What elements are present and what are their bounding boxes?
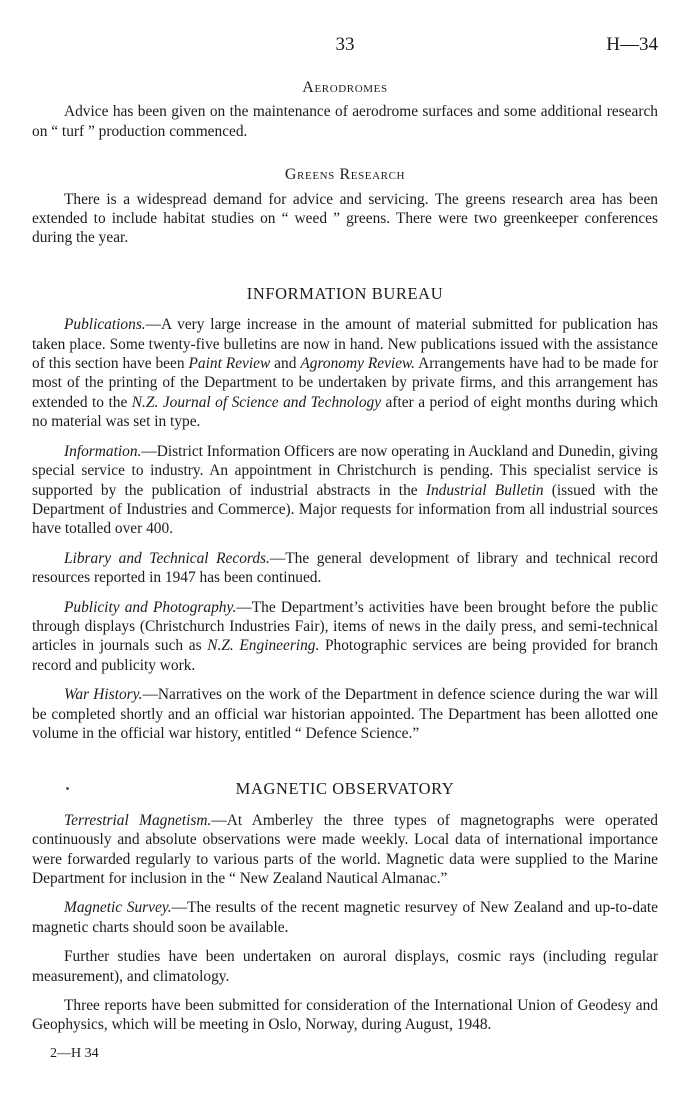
subheading-magnetic-survey: Magnetic Survey.	[64, 899, 172, 917]
paragraph-publications: Publications.—A very large increase in the amount of material submitted for publication has taken place. Some twenty-five bulletins are now in hand. New publications issued with the assistance of this section have been Paint Review and Agronomy Review. Arrangements have had to be made for most of the printing of the Department to be undertaken by private firms, and this arrangement has extended to the N.Z. Journal of Science and Technology after a period of eight months during which no material was set in type.	[32, 316, 659, 431]
section-heading-information-bureau: INFORMATION BUREAU	[246, 283, 444, 303]
subheading-publicity: Publicity and Photography.	[64, 598, 237, 616]
paragraph-further-studies: Further studies have been undertaken on auroral displays, cosmic rays (including regular measurement), and climatology.	[32, 948, 658, 985]
document-reference: H—34	[606, 34, 658, 55]
page-number: 33	[335, 34, 355, 55]
section-heading-magnetic-observatory: MAGNETIC OBSERVATORY	[235, 779, 455, 799]
page-header	[32, 34, 658, 56]
subheading-information: Information.	[64, 442, 142, 460]
subheading-terrestrial-magnetism: Terrestrial Magnetism.	[64, 811, 212, 829]
paragraph-information: Information.—District Information Officers are now operating in Auckland and Dunedin, giving special service to industry. An appointment in Christchurch is pending. This specialist service is supported by the publication of industrial abstracts in the Industrial Bulletin (issued with the Department of Industries and Commerce). Major requests for information from all industrial sources have totalled over 400.	[32, 442, 659, 538]
subheading-library: Library and Technical Records.	[64, 549, 270, 567]
section-heading-aerodromes: Aerodromes	[302, 79, 388, 96]
paragraph-publicity: Publicity and Photography.—The Department’s activities have been brought before the public through displays (Christchurch Industries Fair), items of news in the daily press, and semi-technical articles in journals such as N.Z. Engineering. Photographic services are being provided for branch record and publicity work.	[32, 598, 658, 674]
paragraph-library: Library and Technical Records.—The general development of library and technical record resources reported in 1947 has been continued.	[32, 549, 658, 587]
paragraph-terrestrial-magnetism: Terrestrial Magnetism.—At Amberley the three types of magnetographs were operated continuously and absolute observations were made weekly. Local data of international importance were forwarded regularly to various parts of the world. Magnetic data were supplied to the Marine Department for inclusion in the “ New Zealand Nautical Almanac.”	[32, 811, 659, 887]
paragraph-greens-research: There is a widespread demand for advice and servicing. The greens research area has been extended to include habitat studies on “ weed ” greens. There were two greenkeeper conferences during the year.	[32, 190, 658, 247]
page-content	[32, 78, 658, 1045]
paragraph-magnetic-survey: Magnetic Survey.—The results of the recent magnetic resurvey of New Zealand and up-to-date magnetic charts should soon be available.	[32, 899, 659, 936]
paragraph-reports: Three reports have been submitted for consideration of the International Union of Geodesy and Geophysics, which will be meeting in Oslo, Norway, during August, 1948.	[32, 997, 658, 1034]
paragraph-war-history: War History.—Narratives on the work of the Department in defence science during the war will be completed shortly and an official war historian appointed. The Department has been allotted one volume in the official war history, entitled “ Defence Science.”	[32, 686, 658, 742]
subheading-war-history: War History.	[64, 686, 143, 704]
footer-signature: 2—H 34	[50, 1046, 99, 1061]
subheading-publications: Publications.	[64, 316, 146, 334]
paragraph-aerodromes: Advice has been given on the maintenance of aerodrome surfaces and some additional research on “ turf ” production commenced.	[32, 103, 658, 140]
section-heading-greens-research: Greens Research	[284, 166, 406, 184]
